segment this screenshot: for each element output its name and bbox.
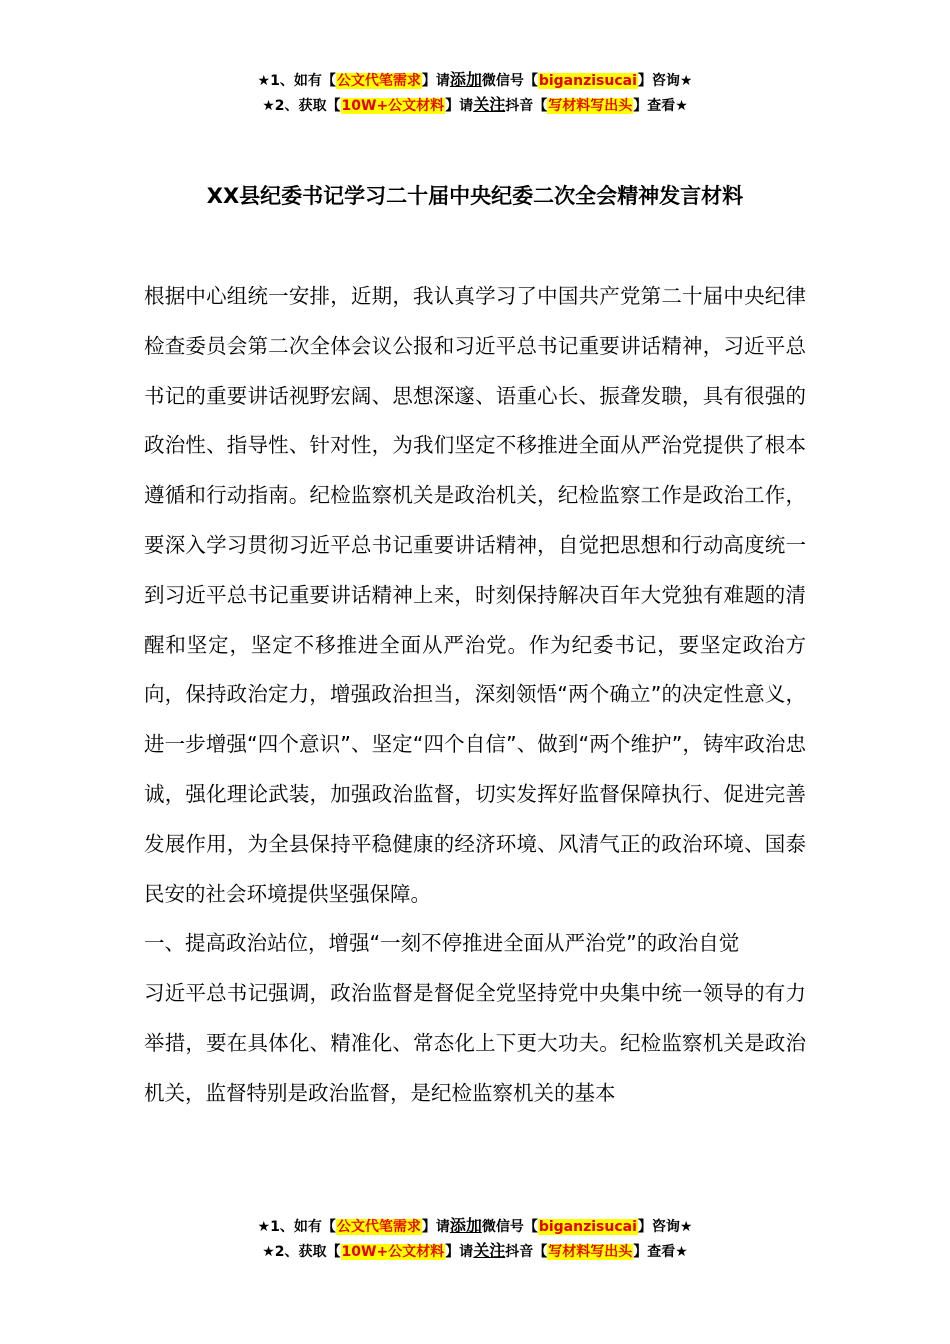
promo-emphasis: 关注 [473, 95, 506, 114]
promo-text: 】请 [445, 1244, 474, 1260]
promo-text: 】请 [421, 73, 450, 89]
promo-douyin-id: 写材料写出头 [548, 98, 633, 114]
promo-line-2 [0, 1239, 950, 1264]
promo-text: ★2、获取【 [262, 1244, 341, 1260]
promo-text: 抖音【 [505, 1244, 548, 1260]
promo-highlight: 公文代笔需求 [336, 73, 421, 89]
promo-text: 微信号【 [481, 73, 538, 89]
document-body [144, 272, 806, 1119]
promo-text: ★2、获取【 [262, 98, 341, 114]
promo-text: 微信号【 [481, 1219, 538, 1235]
promo-douyin-id: 写材料写出头 [548, 1244, 633, 1260]
promo-line-1 [0, 68, 950, 93]
promo-highlight: 10W+公文材料 [341, 98, 445, 114]
promo-text: ★1、如有【 [257, 73, 336, 89]
promo-emphasis: 关注 [473, 1241, 506, 1260]
promo-emphasis: 添加 [449, 70, 482, 89]
promo-wechat-id: biganzisucai [538, 1219, 637, 1235]
promo-line-2 [0, 93, 950, 118]
promo-text: ★1、如有【 [257, 1219, 336, 1235]
section-heading: 一、提高政治站位，增强“一刻不停推进全面从严治党”的政治自觉 [144, 931, 740, 956]
promo-text: 】查看★ [633, 98, 688, 114]
promo-banner-bottom [0, 1214, 950, 1264]
promo-text: 】请 [421, 1219, 450, 1235]
promo-wechat-id: biganzisucai [538, 73, 637, 89]
document-title: XX县纪委书记学习二十届中央纪委二次全会精神发言材料 [206, 184, 744, 208]
promo-text: 抖音【 [505, 98, 548, 114]
promo-highlight: 公文代笔需求 [336, 1219, 421, 1235]
body-paragraph: 习近平总书记强调，政治监督是督促全党坚持党中央集中统一领导的有力举措，要在具体化、精准化、常态化上下更大功夫。纪检监察机关是政治机关，监督特别是政治监督，是纪检监察机关的基本 [144, 981, 806, 1105]
body-paragraph: 根据中心组统一安排，近期，我认真学习了中国共产党第二十届中央纪律检查委员会第二次全体会议公报和习近平总书记重要讲话精神，习近平总书记的重要讲话视野宏阔、思想深邃、语重心长、振聋发聩，具有很强的政治性、指导性、针对性，为我们坚定不移推进全面从严治党提供了根本遵循和行动指南。纪检监察机关是政治机关，纪检监察工作是政治工作，要深入学习贯彻习近平总书记重要讲话精神，自觉把思想和行动高度统一到习近平总书记重要讲话精神上来，时刻保持解决百年大党独有难题的清醒和坚定，坚定不移推进全面从严治党。作为纪委书记，要坚定政治方向，保持政治定力，增强政治担当，深刻领悟“两个确立”的决定性意义，进一步增强“四个意识”、坚定“四个自信”、做到“两个维护”，铸牢政治忠诚，强化理论武装，加强政治监督，切实发挥好监督保障执行、促进完善发展作用，为全县保持平稳健康的经济环境、风清气正的政治环境、国泰民安的社会环境提供坚强保障。 [144, 284, 806, 906]
promo-text: 】请 [445, 98, 474, 114]
promo-emphasis: 添加 [449, 1216, 482, 1235]
promo-text: 】咨询★ [637, 1219, 693, 1235]
promo-highlight: 10W+公文材料 [341, 1244, 445, 1260]
promo-text: 】咨询★ [637, 73, 693, 89]
promo-banner-top [0, 68, 950, 118]
promo-text: 】查看★ [633, 1244, 688, 1260]
promo-line-1 [0, 1214, 950, 1239]
